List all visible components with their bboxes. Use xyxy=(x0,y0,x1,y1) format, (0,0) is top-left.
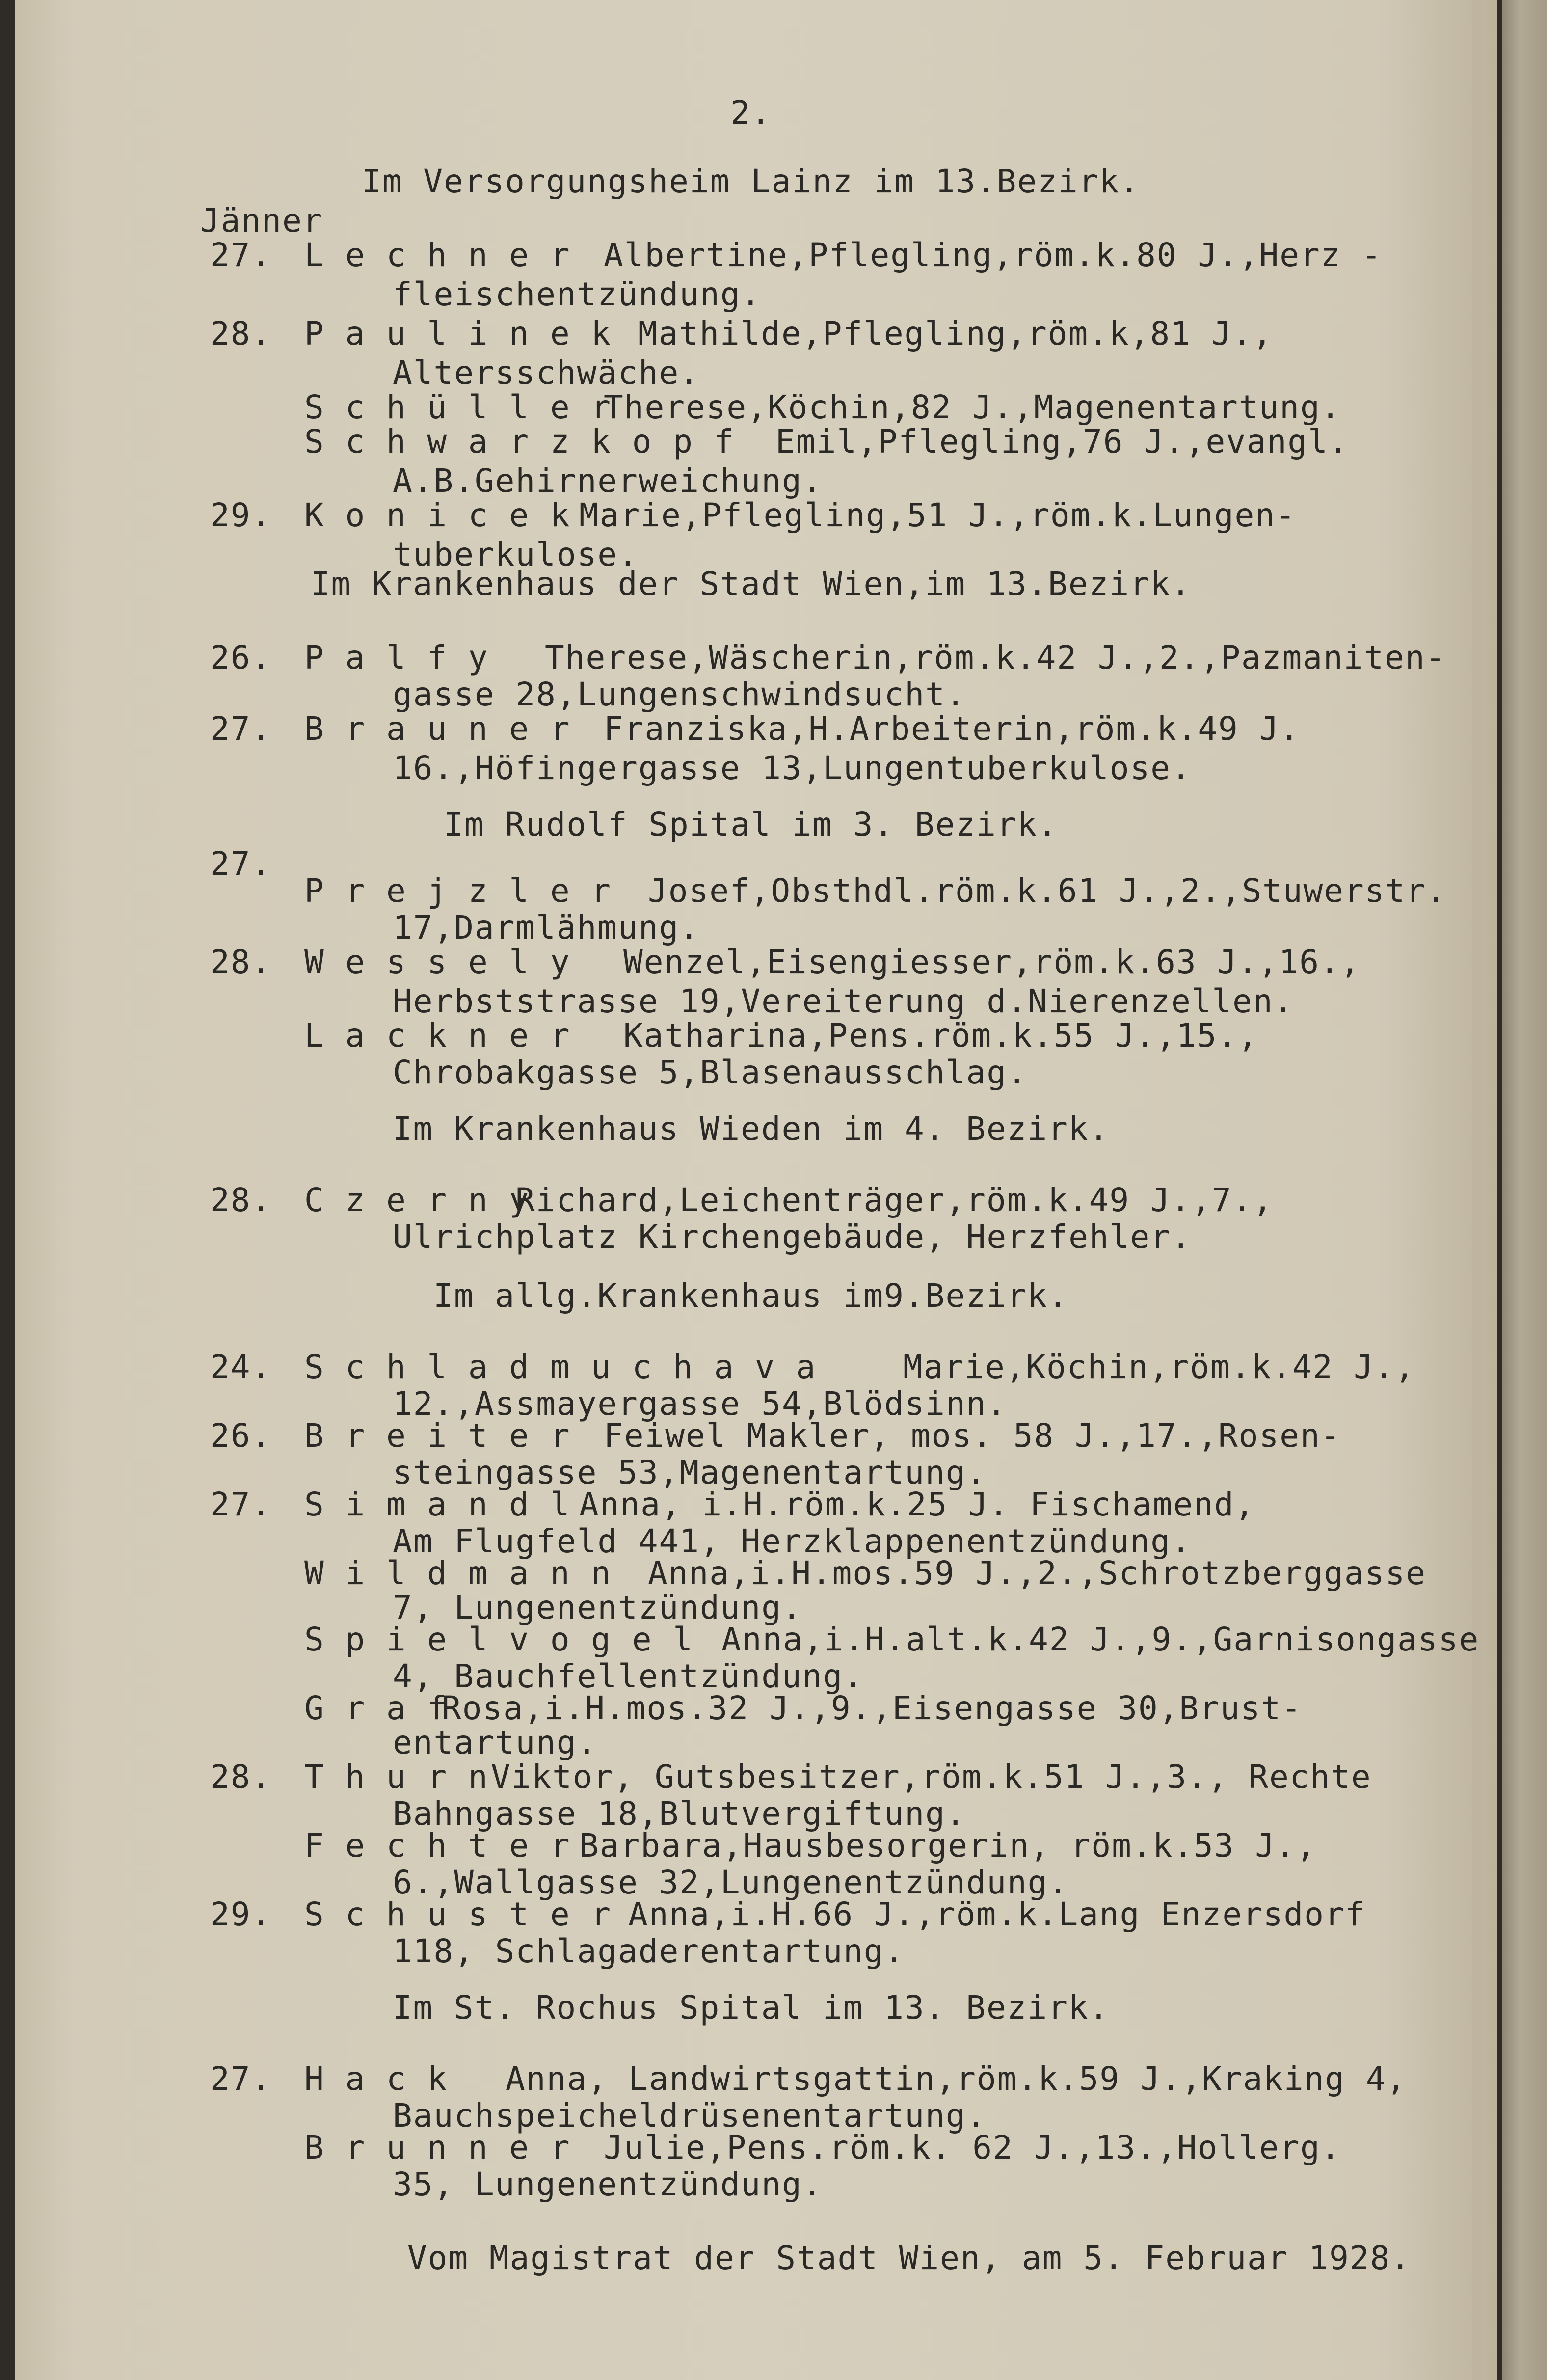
entry-details: Anna,i.H.alt.k.42 J.,9.,Garnisongasse xyxy=(721,1621,1480,1658)
entry-details: Anna, Landwirtsgattin,röm.k.59 J.,Kraking 4, xyxy=(506,2060,1407,2098)
section-heading-rudolf-spital: Im Rudolf Spital im 3. Bezirk. xyxy=(443,806,1059,843)
entry-details: Viktor, Gutsbesitzer,röm.k.51 J.,3., Rechte xyxy=(491,1758,1372,1796)
entry-details: Barbara,Hausbesorgerin, röm.k.53 J., xyxy=(579,1827,1317,1865)
entry-details: Anna,i.H.66 J.,röm.k.Lang Enzersdorf xyxy=(628,1895,1366,1933)
entry-surname: L e c h n e r xyxy=(304,236,571,274)
entry-details: Therese,Köchin,82 J.,Magenentartung. xyxy=(604,388,1341,426)
entry-surname: S c h w a r z k o p f xyxy=(304,423,735,460)
entry-surname: S c h ü l l e r xyxy=(304,388,612,426)
entry-day: 26. xyxy=(210,1417,272,1455)
entry-surname: S i m a n d l xyxy=(304,1486,571,1523)
section-heading-krankenhaus-wieden: Im Krankenhaus Wieden im 4. Bezirk. xyxy=(392,1110,1110,1148)
entry-surname: W e s s e l y xyxy=(304,943,571,981)
entry-surname: P r e j z l e r xyxy=(304,872,612,910)
month-label: Jänner xyxy=(200,202,323,240)
entry-details-cont: entartung. xyxy=(393,1724,598,1761)
entry-surname: C z e r n y xyxy=(304,1181,530,1219)
entry-details: Marie,Köchin,röm.k.42 J., xyxy=(903,1348,1415,1386)
entry-details: Wenzel,Eisengiesser,röm.k.63 J.,16., xyxy=(623,943,1361,981)
section-heading-allg-krankenhaus: Im allg.Krankenhaus im9.Bezirk. xyxy=(433,1277,1068,1315)
entry-details-cont: 35, Lungenentzündung. xyxy=(393,2165,823,2203)
entry-details: Therese,Wäscherin,röm.k.42 J.,2.,Pazmaniten- xyxy=(545,639,1446,676)
entry-details-cont: 118, Schlagaderentartung. xyxy=(393,1932,905,1970)
entry-details: Emil,Pflegling,76 J.,evangl. xyxy=(775,423,1349,460)
entry-details-cont: 4, Bauchfellentzündung. xyxy=(393,1657,864,1695)
entry-day: 28. xyxy=(210,943,272,981)
entry-details: Mathilde,Pflegling,röm.k,81 J., xyxy=(638,315,1273,352)
entry-surname: H a c k xyxy=(304,2060,448,2098)
section-heading-st-rochus-spital: Im St. Rochus Spital im 13. Bezirk. xyxy=(392,1989,1110,2027)
entry-surname: T h u r n xyxy=(304,1758,489,1796)
entry-details: Anna, i.H.röm.k.25 J. Fischamend, xyxy=(579,1486,1255,1523)
entry-details: Feiwel Makler, mos. 58 J.,17.,Rosen- xyxy=(604,1417,1341,1455)
entry-details-cont: Am Flugfeld 441, Herzklappenentzündung. xyxy=(393,1522,1192,1560)
entry-day: 27. xyxy=(210,236,272,274)
entry-details-cont: Ulrichplatz Kirchengebäude, Herzfehler. xyxy=(393,1218,1192,1256)
page-number: 2. xyxy=(730,94,772,132)
entry-day: 28. xyxy=(210,1181,272,1219)
entry-surname: W i l d m a n n xyxy=(304,1554,612,1592)
section-heading-lainz: Im Versorgungsheim Lainz im 13.Bezirk. xyxy=(362,162,1140,200)
entry-details-cont: 6.,Wallgasse 32,Lungenentzündung. xyxy=(393,1864,1069,1901)
entry-details: Franziska,H.Arbeiterin,röm.k.49 J. xyxy=(604,710,1301,748)
entry-details-cont: gasse 28,Lungenschwindsucht. xyxy=(393,676,966,713)
entry-details-cont: 7, Lungenentzündung. xyxy=(393,1589,802,1626)
entry-details: Julie,Pens.röm.k. 62 J.,13.,Hollerg. xyxy=(604,2129,1341,2166)
entry-details-cont: Herbststrasse 19,Vereiterung d.Nierenzellen. xyxy=(393,982,1294,1020)
entry-day: 24. xyxy=(210,1348,272,1386)
entry-surname: P a l f y xyxy=(304,639,489,676)
entry-details: Josef,Obsthdl.röm.k.61 J.,2.,Stuwerstr. xyxy=(648,872,1447,910)
entry-surname: G r a f xyxy=(304,1689,448,1727)
entry-surname: S p i e l v o g e l xyxy=(304,1621,693,1658)
entry-surname: B r a u n e r xyxy=(304,710,571,748)
entry-details-cont: Bahngasse 18,Blutvergiftung. xyxy=(393,1795,966,1833)
entry-day: 28. xyxy=(210,1758,272,1796)
entry-details-cont: 12.,Assmayergasse 54,Blödsinn. xyxy=(393,1385,1008,1423)
next-page-edge xyxy=(1502,0,1547,2380)
entry-surname: P a u l i n e k xyxy=(304,315,612,352)
entry-surname: K o n i c e k xyxy=(304,496,571,534)
entry-day: 27. xyxy=(210,2060,272,2098)
entry-details-cont: A.B.Gehirnerweichung. xyxy=(393,462,823,500)
entry-surname: B r u n n e r xyxy=(304,2129,571,2166)
entry-day: 28. xyxy=(210,315,272,352)
entry-day: 27. xyxy=(210,1486,272,1523)
entry-day: 26. xyxy=(210,639,272,676)
entry-details: Rosa,i.H.mos.32 J.,9.,Eisengasse 30,Brust- xyxy=(442,1689,1302,1727)
entry-surname: S c h l a d m u c h a v a xyxy=(304,1348,817,1386)
entry-details: Katharina,Pens.röm.k.55 J.,15., xyxy=(623,1017,1258,1055)
entry-surname: B r e i t e r xyxy=(304,1417,571,1455)
entry-details-cont: 17,Darmlähmung. xyxy=(393,909,700,947)
entry-details: Anna,i.H.mos.59 J.,2.,Schrotzberggasse xyxy=(648,1554,1426,1592)
entry-day: 27. xyxy=(210,845,272,883)
entry-details-cont: steingasse 53,Magenentartung. xyxy=(393,1454,987,1491)
entry-details-cont: 16.,Höfingergasse 13,Lungentuberkulose. xyxy=(393,749,1192,787)
entry-day: 27. xyxy=(210,710,272,748)
entry-surname: L a c k n e r xyxy=(304,1017,571,1055)
entry-details: Richard,Leichenträger,röm.k.49 J.,7., xyxy=(515,1181,1274,1219)
entry-details: Marie,Pflegling,51 J.,röm.k.Lungen- xyxy=(579,496,1296,534)
entry-details-cont: Altersschwäche. xyxy=(393,354,700,392)
entry-surname: S c h u s t e r xyxy=(304,1895,612,1933)
entry-details-cont: tuberkulose. xyxy=(393,536,639,573)
section-heading-krankenhaus-stadt-wien: Im Krankenhaus der Stadt Wien,im 13.Bezirk. xyxy=(310,565,1192,603)
entry-day: 29. xyxy=(210,1895,272,1933)
entry-surname: F e c h t e r xyxy=(304,1827,571,1865)
closing-statement: Vom Magistrat der Stadt Wien, am 5. Februar 1928. xyxy=(407,2239,1412,2277)
entry-details-cont: Bauchspeicheldrüsenentartung. xyxy=(393,2097,987,2135)
entry-details-cont: fleischentzündung. xyxy=(393,275,762,313)
entry-day: 29. xyxy=(210,496,272,534)
entry-details-cont: Chrobakgasse 5,Blasenausschlag. xyxy=(393,1054,1028,1091)
entry-details: Albertine,Pflegling,röm.k.80 J.,Herz - xyxy=(604,236,1382,274)
